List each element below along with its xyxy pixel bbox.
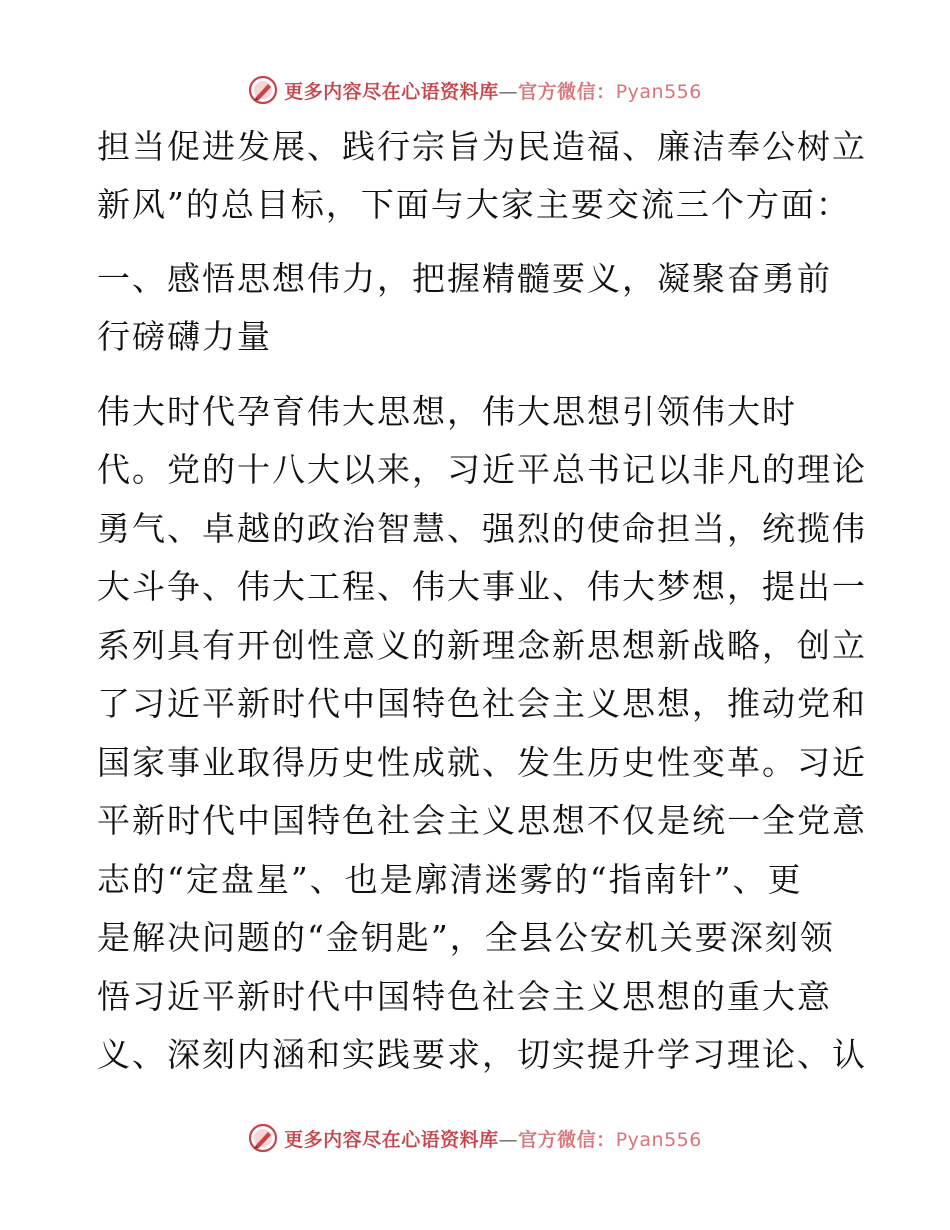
footer-watermark (0, 1120, 950, 1156)
body-line: 勇气、卓越的政治智慧、强烈的使命担当，统揽伟 (97, 509, 867, 548)
body-line: 代。党的十八大以来，习近平总书记以非凡的理论 (97, 450, 867, 489)
watermark-brand: 更多内容尽在心语资料库 (284, 1128, 499, 1151)
body-line: 大斗争、伟大工程、伟大事业、伟大梦想，提出一 (97, 567, 867, 606)
section-heading-line: 一、感悟思想伟力，把握精髓要义，凝聚奋勇前 (97, 259, 832, 298)
body-line: 平新时代中国特色社会主义思想不仅是统一全党意 (97, 801, 867, 840)
watermark-brand: 更多内容尽在心语资料库 (284, 80, 499, 103)
body-line: 伟大时代孕育伟大思想，伟大思想引领伟大时 (97, 392, 797, 431)
watermark-dash: — (498, 80, 519, 103)
body-line: 志的“定盘星”、也是廓清迷雾的“指南针”、更 (97, 860, 803, 899)
section-heading-line: 行磅礴力量 (97, 317, 272, 356)
watermark-wechat-id: Pyan556 (615, 1128, 702, 1151)
watermark-wechat-id: Pyan556 (615, 80, 702, 103)
watermark-dash: — (498, 1128, 519, 1151)
body-line: 悟习近平新时代中国特色社会主义思想的重大意 (97, 977, 832, 1016)
watermark-wechat-label: 官方微信： (518, 1128, 616, 1151)
body-line: 是解决问题的“金钥匙”，全县公安机关要深刻领 (97, 918, 835, 957)
body-line: 义、深刻内涵和实践要求，切实提升学习理论、认 (97, 1035, 867, 1074)
pen-logo-icon (248, 1123, 278, 1153)
body-line: 系列具有开创性意义的新理念新思想新战略，创立 (97, 626, 867, 665)
body-line: 担当促进发展、践行宗旨为民造福、廉洁奉公树立 (97, 127, 867, 166)
header-watermark (0, 72, 950, 108)
body-line: 国家事业取得历史性成就、发生历史性变革。习近 (97, 743, 867, 782)
watermark-wechat-label: 官方微信： (518, 80, 616, 103)
pen-logo-icon (248, 75, 278, 105)
body-line: 了习近平新时代中国特色社会主义思想，推动党和 (97, 684, 867, 723)
body-line: 新风”的总目标，下面与大家主要交流三个方面： (97, 185, 851, 224)
